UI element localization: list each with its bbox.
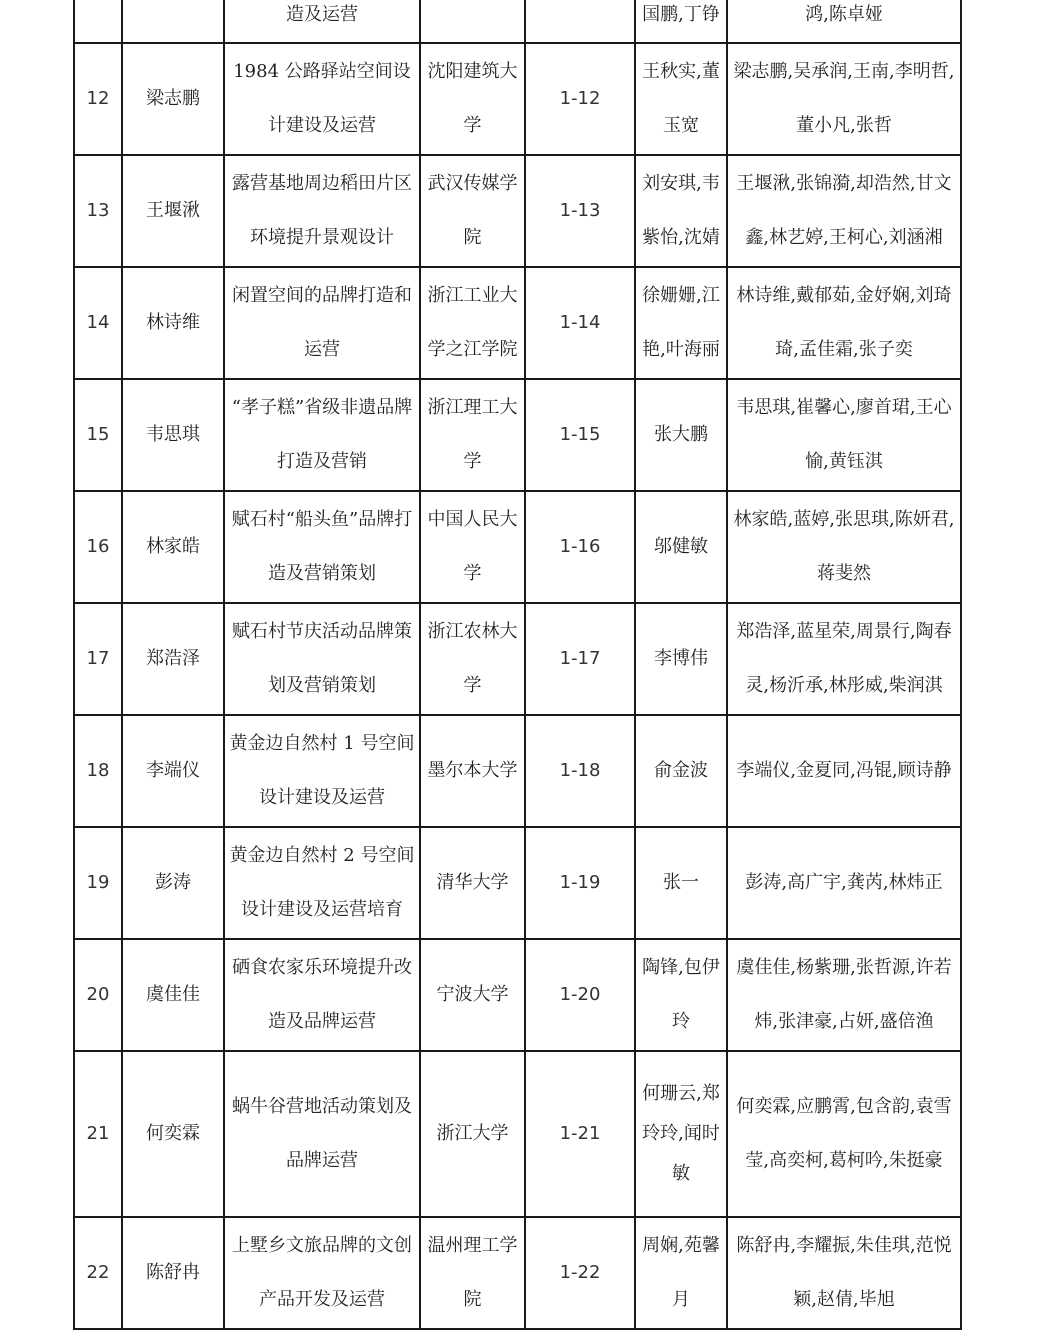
cell-code: 1-22 [525,1217,635,1329]
cell-code: 1-13 [525,155,635,267]
cell-teachers: 周娴,苑馨月 [635,1217,727,1329]
table-row-partial [74,0,961,43]
cell-no: 12 [74,43,122,155]
cell-teachers: 邬健敏 [635,491,727,603]
cell-members: 林家皓,蓝婷,张思琪,陈妍君,蒋斐然 [727,491,961,603]
cell-members: 彭涛,高广宇,龚芮,林炜正 [727,827,961,939]
table-row [74,43,961,155]
cell-teachers: 李博伟 [635,603,727,715]
cell-no: 14 [74,267,122,379]
cell-code: 1-15 [525,379,635,491]
cell-members: 虞佳佳,杨紫珊,张哲源,许若炜,张津豪,占妍,盛倍渔 [727,939,961,1051]
cell-no: 13 [74,155,122,267]
cell-leader: 韦思琪 [122,379,224,491]
table-row [74,603,961,715]
cell-school: 清华大学 [420,827,525,939]
cell-school: 浙江工业大学之江学院 [420,267,525,379]
cell-project: 硒食农家乐环境提升改造及品牌运营 [224,939,420,1051]
cell-no: 19 [74,827,122,939]
cell-project: 黄金边自然村 1 号空间设计建设及运营 [224,715,420,827]
cell-teachers: 陶锋,包伊玲 [635,939,727,1051]
cell-members: 李端仪,金夏同,冯锟,顾诗静 [727,715,961,827]
cell-teachers: 何珊云,郑玲玲,闻时敏 [635,1051,727,1217]
cell-members: 何奕霖,应鹏霄,包含韵,袁雪莹,高奕柯,葛柯吟,朱挺豪 [727,1051,961,1217]
project-table-wrapper [73,0,962,1330]
cell-no: 22 [74,1217,122,1329]
table-row [74,715,961,827]
table-row [74,155,961,267]
cell-leader: 何奕霖 [122,1051,224,1217]
cell-project: 造及运营 [224,0,420,43]
cell-project: 赋石村“船头鱼”品牌打造及营销策划 [224,491,420,603]
cell-no: 20 [74,939,122,1051]
cell-teachers: 张一 [635,827,727,939]
table-row [74,939,961,1051]
cell-leader: 李端仪 [122,715,224,827]
cell-leader: 虞佳佳 [122,939,224,1051]
cell-teachers: 张大鹏 [635,379,727,491]
cell-leader: 王堰湫 [122,155,224,267]
table-row [74,267,961,379]
cell-school: 宁波大学 [420,939,525,1051]
cell-members: 王堰湫,张锦漪,却浩然,甘文鑫,林艺婷,王柯心,刘涵湘 [727,155,961,267]
table-row [74,827,961,939]
cell-school: 墨尔本大学 [420,715,525,827]
cell-school: 温州理工学院 [420,1217,525,1329]
table-row [74,1051,961,1217]
cell-teachers: 徐姗姗,江艳,叶海丽 [635,267,727,379]
cell-code: 1-21 [525,1051,635,1217]
cell-code: 1-18 [525,715,635,827]
cell-project: 露营基地周边稻田片区环境提升景观设计 [224,155,420,267]
cell-leader [122,0,224,43]
cell-project: 蜗牛谷营地活动策划及品牌运营 [224,1051,420,1217]
cell-project: 赋石村节庆活动品牌策划及营销策划 [224,603,420,715]
cell-code: 1-14 [525,267,635,379]
cell-school: 浙江大学 [420,1051,525,1217]
cell-project: 上墅乡文旅品牌的文创产品开发及运营 [224,1217,420,1329]
cell-no: 15 [74,379,122,491]
cell-leader: 林家皓 [122,491,224,603]
cell-no: 18 [74,715,122,827]
cell-leader: 陈舒冉 [122,1217,224,1329]
cell-no: 16 [74,491,122,603]
cell-members: 陈舒冉,李耀振,朱佳琪,范悦颖,赵倩,毕旭 [727,1217,961,1329]
cell-no: 17 [74,603,122,715]
cell-code: 1-20 [525,939,635,1051]
cell-no: 21 [74,1051,122,1217]
cell-teachers: 国鹏,丁铮 [635,0,727,43]
cell-leader: 梁志鹏 [122,43,224,155]
cell-school [420,0,525,43]
cell-members: 韦思琪,崔馨心,廖首珺,王心愉,黄钰淇 [727,379,961,491]
cell-members: 梁志鹏,吴承润,王南,李明哲,董小凡,张哲 [727,43,961,155]
cell-teachers: 刘安琪,韦紫怡,沈婧 [635,155,727,267]
cell-code: 1-19 [525,827,635,939]
cell-code [525,0,635,43]
cell-leader: 林诗维 [122,267,224,379]
cell-project: 1984 公路驿站空间设计建设及运营 [224,43,420,155]
table-row [74,1217,961,1329]
cell-school: 中国人民大学 [420,491,525,603]
cell-teachers: 俞金波 [635,715,727,827]
cell-no [74,0,122,43]
cell-code: 1-16 [525,491,635,603]
cell-school: 浙江理工大学 [420,379,525,491]
cell-code: 1-12 [525,43,635,155]
cell-school: 沈阳建筑大学 [420,43,525,155]
cell-school: 浙江农林大学 [420,603,525,715]
cell-project: 闲置空间的品牌打造和运营 [224,267,420,379]
cell-project: 黄金边自然村 2 号空间设计建设及运营培育 [224,827,420,939]
cell-school: 武汉传媒学院 [420,155,525,267]
table-row [74,379,961,491]
cell-teachers: 王秋实,董玉宽 [635,43,727,155]
cell-code: 1-17 [525,603,635,715]
cell-members: 郑浩泽,蓝星荣,周景行,陶春灵,杨沂承,林彤威,柴润淇 [727,603,961,715]
project-table [73,0,962,1330]
cell-leader: 彭涛 [122,827,224,939]
cell-members: 鸿,陈卓娅 [727,0,961,43]
cell-leader: 郑浩泽 [122,603,224,715]
table-row [74,491,961,603]
cell-project: “孝子糕”省级非遗品牌打造及营销 [224,379,420,491]
cell-members: 林诗维,戴郁茹,金妤娴,刘琦琦,孟佳霜,张子奕 [727,267,961,379]
